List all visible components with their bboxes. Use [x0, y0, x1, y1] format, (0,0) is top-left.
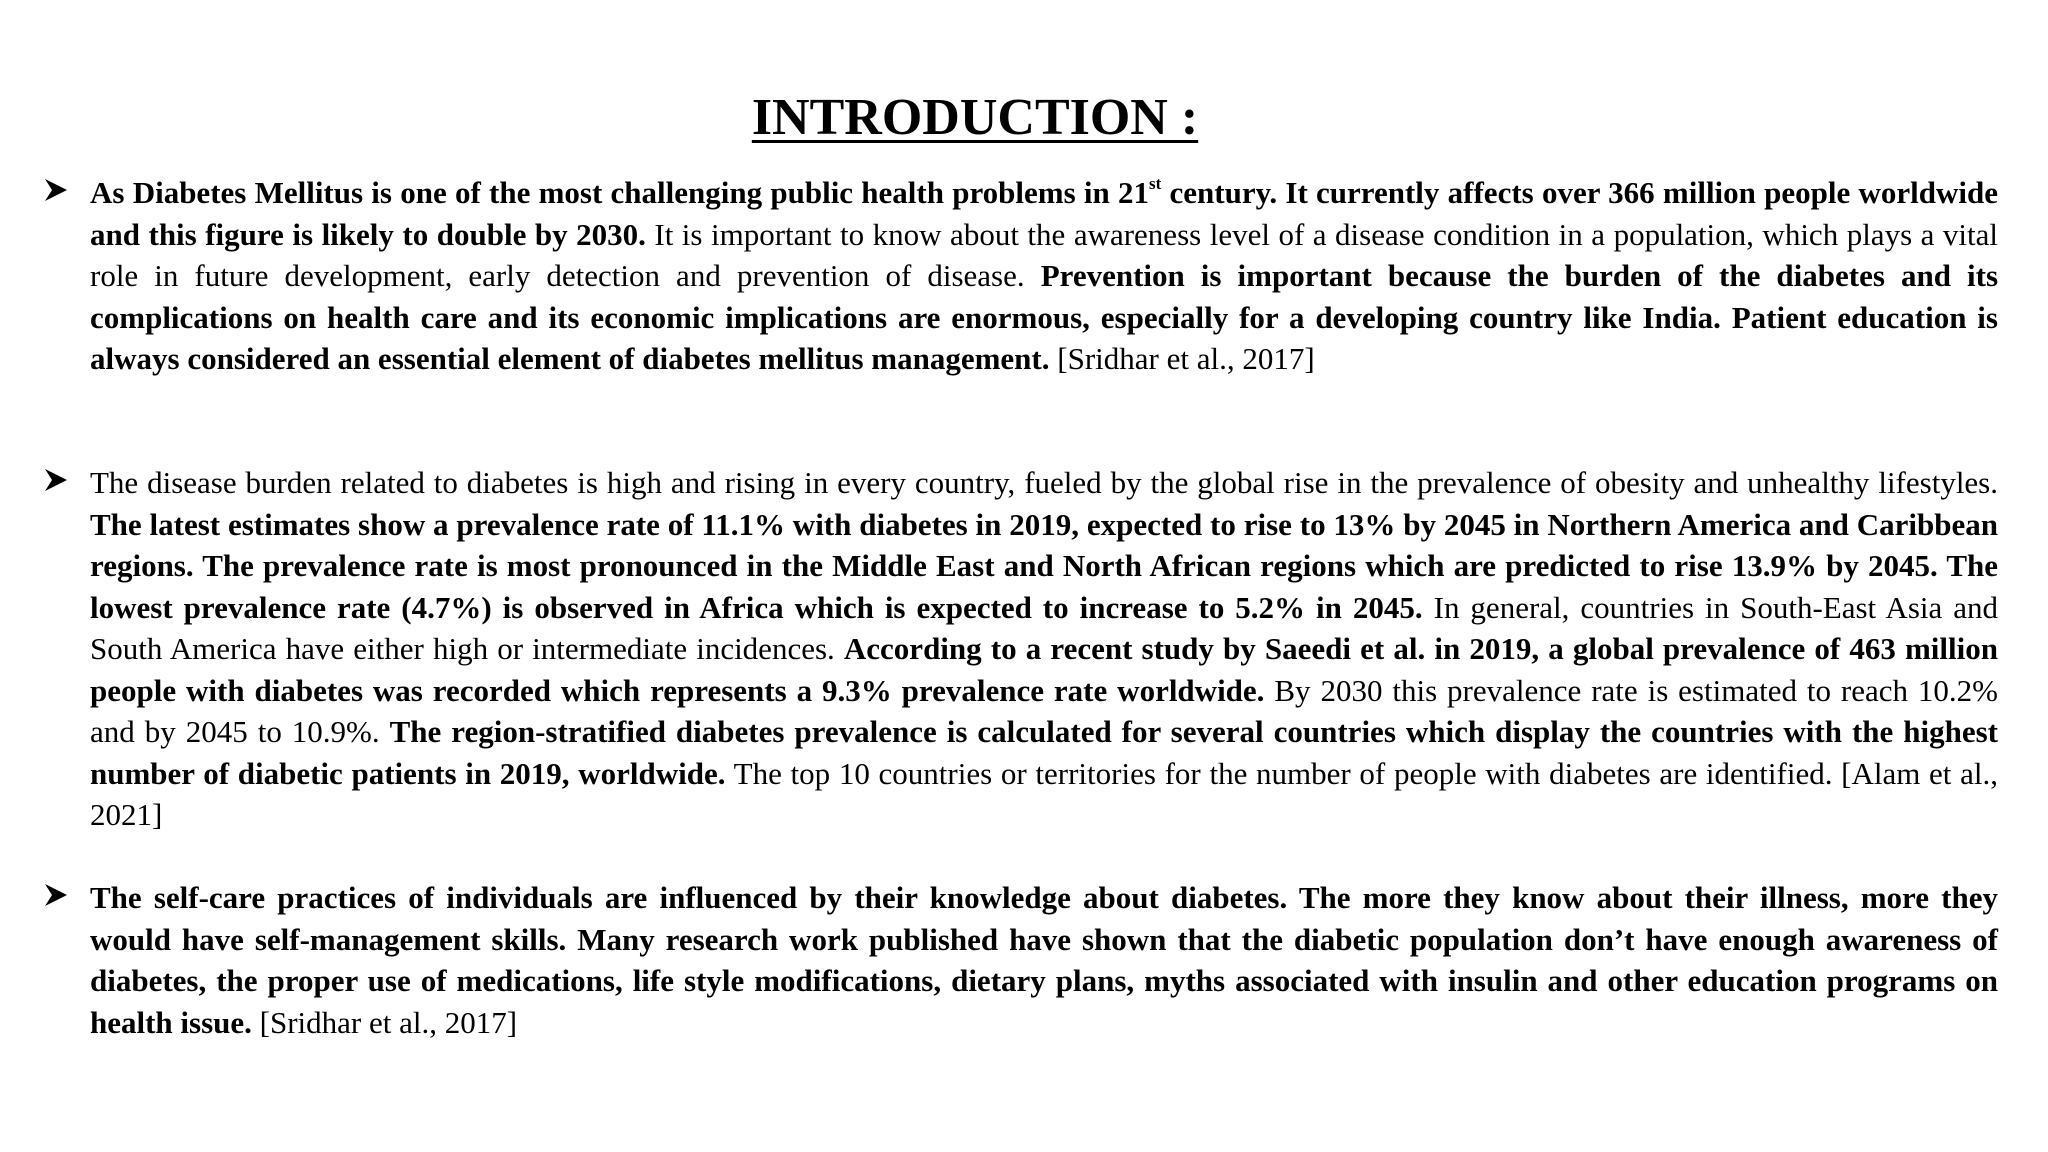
superscript: st — [1149, 174, 1162, 193]
bullet-text-bold: According to a recent study by Saeedi et al. in 2019, a global prevalence of 463 million people with diabetes was recorded which represents a 9.3% prevalence rate worldwide. — [90, 631, 1998, 708]
bullet-text-normal: It is important to know about the awareness level of a disease condition in a population, which plays a vital role in future development, early detection and prevention of disease. — [90, 216, 1999, 293]
arrowhead-bullet-icon — [42, 466, 70, 494]
bullet-text-bold: The region-stratified diabetes prevalence is calculated for several countries which display the countries with the highest number of diabetic patients in 2019, worldwide. — [90, 714, 1998, 791]
arrowhead-bullet-icon — [42, 881, 70, 909]
bullet-text — [90, 462, 1998, 836]
citation: [Sridhar et al., 2017] — [251, 1004, 518, 1040]
bullet-text-bold: The latest estimates show a prevalence rate of 11.1% with diabetes in 2019, expected to rise to 13% by 2045 in Northern America and Caribbean regions. The prevalence rate is most pronounced in the Middle East and North African regions which are predicted to rise 13.9% by 2045. The lowest prevalence rate (4.7%) is observed in Africa which is expected to increase to 5.2% in 2045. — [90, 506, 1998, 625]
bullet-text — [90, 877, 1998, 1043]
citation: [Sridhar et al., 2017] — [1049, 341, 1315, 376]
bullet-text-normal: In general, countries in South-East Asia and South America have either high or intermediate incidences. — [90, 589, 1998, 666]
bullet-text-bold: The self-care practices of individuals are influenced by their knowledge about diabetes. The more they know about their illness, more they would have self-management skills. Many research work published have shown that the diabetic population don’t have enough awareness of diabetes, the proper use of medications, life style modifications, dietary plans, myths associated with insulin and other education programs on health issue. — [90, 880, 1998, 1040]
bullet-text — [90, 172, 1998, 380]
bullet-text-normal: By 2030 this prevalence rate is estimated to reach 10.2% and by 2045 to 10.9%. — [90, 672, 1998, 749]
bullet-text-normal: The disease burden related to diabetes is high and rising in every country, fueled by the global rise in the prevalence of obesity and unhealthy lifestyles. — [90, 465, 1998, 500]
bullet-text-bold: Prevention is important because the burden of the diabetes and its complications on health care and its economic implications are enormous, especially for a developing country like India. Patient education is always considered an essential element of diabetes mellitus management. — [90, 258, 1999, 376]
page-title: INTRODUCTION : — [751, 89, 1199, 146]
bullet-item — [42, 877, 1998, 1043]
arrowhead-bullet-icon — [42, 176, 70, 204]
citation: The top 10 countries or territories for the number of people with diabetes are identified. [Alam et al., 2021] — [90, 755, 1998, 832]
bullet-item — [42, 462, 1998, 836]
bullet-text-bold: century. It currently affects over 366 million people worldwide and this figure is likely to double by 2030. — [90, 175, 1999, 252]
bullet-item — [42, 172, 1998, 380]
bullet-text-bold: As Diabetes Mellitus is one of the most challenging public health problems in 21 — [90, 175, 1150, 210]
